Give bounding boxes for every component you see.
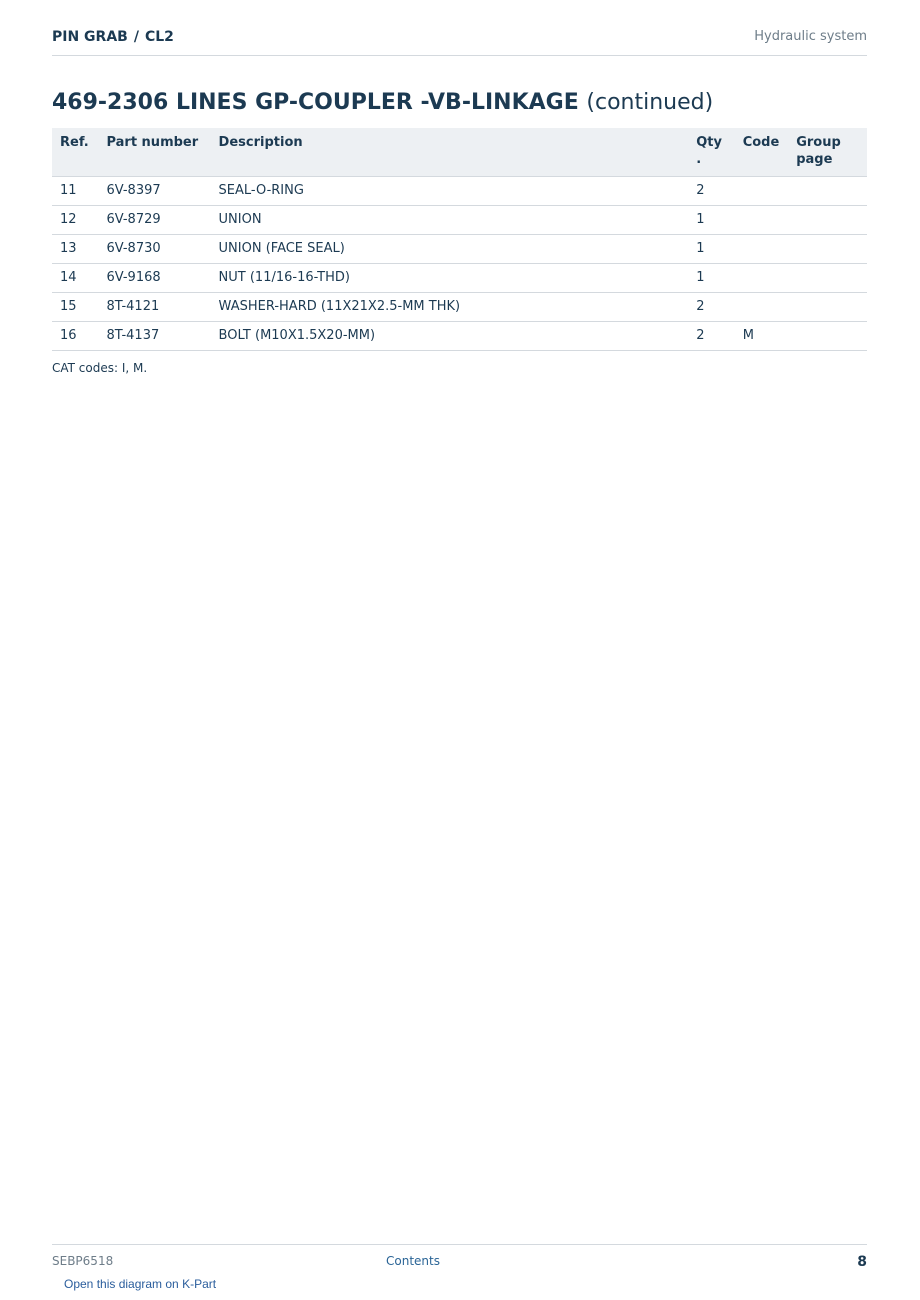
header-group-page: Group page: [788, 128, 867, 177]
row-description: WASHER-HARD (11X21X2.5-MM THK): [211, 293, 689, 322]
header-code: Code: [735, 128, 789, 177]
row-ref: 12: [52, 206, 98, 235]
row-ref: 11: [52, 177, 98, 206]
document-id: SEBP6518: [52, 1254, 114, 1268]
row-code: [735, 235, 789, 264]
row-code: [735, 264, 789, 293]
header-qty: Qty .: [688, 128, 734, 177]
header-description: Description: [211, 128, 689, 177]
row-group-page: [788, 322, 867, 351]
row-part-number: 6V-9168: [98, 264, 210, 293]
parts-table: [52, 128, 867, 351]
table-row: [52, 322, 867, 351]
row-group-page: [788, 235, 867, 264]
row-qty: 2: [688, 177, 734, 206]
page-title-suffix: (continued): [586, 90, 714, 115]
table-row: [52, 293, 867, 322]
open-diagram-kpart-link[interactable]: Open this diagram on K-Part: [64, 1277, 217, 1291]
row-ref: 13: [52, 235, 98, 264]
table-row: [52, 206, 867, 235]
row-qty: 1: [688, 264, 734, 293]
header-ref: Ref.: [52, 128, 98, 177]
header-part-number: Part number: [98, 128, 210, 177]
row-description: BOLT (M10X1.5X20-MM): [211, 322, 689, 351]
breadcrumb: [52, 28, 174, 46]
row-description: NUT (11/16-16-THD): [211, 264, 689, 293]
row-description: UNION (FACE SEAL): [211, 235, 689, 264]
row-group-page: [788, 206, 867, 235]
page-title-main: 469-2306 LINES GP-COUPLER -VB-LINKAGE: [52, 90, 579, 115]
row-ref: 15: [52, 293, 98, 322]
page-header: [52, 28, 867, 56]
row-qty: 2: [688, 293, 734, 322]
parts-table-header-row: [52, 128, 867, 177]
breadcrumb-separator: /: [133, 29, 139, 45]
row-description: UNION: [211, 206, 689, 235]
row-qty: 1: [688, 235, 734, 264]
row-part-number: 8T-4137: [98, 322, 210, 351]
page-number: 8: [857, 1254, 867, 1270]
row-group-page: [788, 264, 867, 293]
row-code: [735, 206, 789, 235]
row-qty: 2: [688, 322, 734, 351]
row-code: [735, 177, 789, 206]
breadcrumb-machine: PIN GRAB: [52, 29, 128, 45]
row-part-number: 6V-8730: [98, 235, 210, 264]
row-part-number: 8T-4121: [98, 293, 210, 322]
row-description: SEAL-O-RING: [211, 177, 689, 206]
cat-codes-note: CAT codes: I, M.: [52, 361, 148, 375]
row-part-number: 6V-8397: [98, 177, 210, 206]
row-part-number: 6V-8729: [98, 206, 210, 235]
row-ref: 14: [52, 264, 98, 293]
page-footer: [52, 1244, 867, 1275]
row-group-page: [788, 293, 867, 322]
table-row: [52, 264, 867, 293]
contents-link[interactable]: Contents: [386, 1254, 440, 1268]
row-ref: 16: [52, 322, 98, 351]
row-group-page: [788, 177, 867, 206]
row-qty: 1: [688, 206, 734, 235]
row-code: [735, 293, 789, 322]
table-row: [52, 177, 867, 206]
page-title: [52, 89, 713, 117]
section-name: Hydraulic system: [754, 29, 867, 44]
table-row: [52, 235, 867, 264]
breadcrumb-model: CL2: [144, 29, 174, 45]
row-code: M: [735, 322, 789, 351]
